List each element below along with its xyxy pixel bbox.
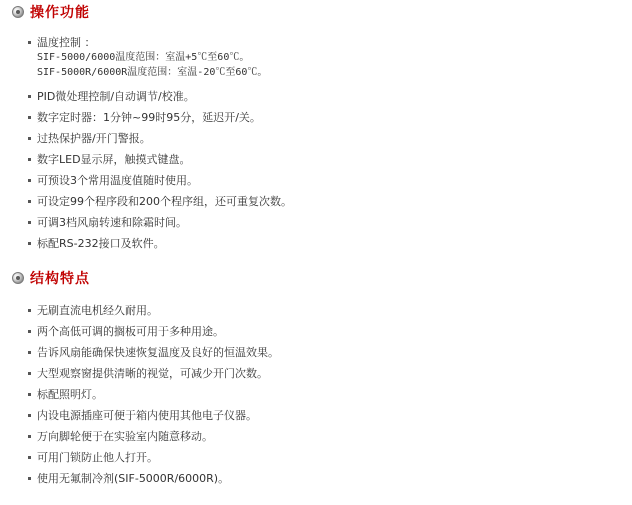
- list-item-text: 大型观察窗提供清晰的视觉，可减少开门次数。: [37, 367, 268, 380]
- section-title: 结构特点: [30, 271, 90, 287]
- temperature-range-line: SIF-5000/6000温度范围：室温+5℃至60℃。: [37, 52, 250, 63]
- list-item-text: 可调3档风扇转速和除霜时间。: [37, 216, 187, 229]
- list-item-text: 数字定时器：1分钟~99时95分，延迟开/关。: [37, 111, 261, 124]
- list-item-text: 数字LED显示屏，触摸式键盘。: [37, 153, 191, 166]
- list-item: [27, 300, 279, 321]
- round-bullet-icon: [12, 272, 24, 284]
- square-bullet-icon: [28, 393, 31, 396]
- list-item: [27, 321, 279, 342]
- list-item-text: 万向脚轮便于在实验室内随意移动。: [37, 430, 213, 443]
- square-bullet-icon: [28, 179, 31, 182]
- feature-list: [27, 300, 279, 489]
- list-item: [27, 342, 279, 363]
- section-heading: [12, 268, 90, 288]
- temperature-range-line: SIF-5000R/6000R温度范围：室温-20℃至60℃。: [37, 67, 268, 78]
- square-bullet-icon: [28, 351, 31, 354]
- list-item: [27, 128, 292, 149]
- square-bullet-icon: [28, 435, 31, 438]
- list-item: [27, 384, 279, 405]
- square-bullet-icon: [28, 242, 31, 245]
- list-item-text: 使用无氟制冷剂(SIF-5000R/6000R)。: [37, 472, 230, 485]
- list-item: [27, 363, 279, 384]
- list-item-text: 过热保护器/开门警报。: [37, 132, 151, 145]
- list-item-text: 两个高低可调的搁板可用于多种用途。: [37, 325, 224, 338]
- list-item: [27, 405, 279, 426]
- list-item: [27, 447, 279, 468]
- list-item: [27, 86, 292, 107]
- section-heading: [12, 2, 90, 22]
- list-item-text: 标配RS-232接口及软件。: [37, 237, 165, 250]
- list-item-text: 可预设3个常用温度值随时使用。: [37, 174, 198, 187]
- round-bullet-icon: [12, 6, 24, 18]
- list-item-text: 告诉风扇能确保快速恢复温度及良好的恒温效果。: [37, 346, 279, 359]
- square-bullet-icon: [28, 330, 31, 333]
- list-item-text: 标配照明灯。: [37, 388, 103, 401]
- square-bullet-icon: [28, 116, 31, 119]
- list-item: [27, 212, 292, 233]
- feature-list: [27, 35, 292, 254]
- list-item: [27, 107, 292, 128]
- list-item: [27, 426, 279, 447]
- square-bullet-icon: [28, 309, 31, 312]
- square-bullet-icon: [28, 41, 31, 44]
- square-bullet-icon: [28, 456, 31, 459]
- list-item: [27, 35, 292, 80]
- list-item: [27, 170, 292, 191]
- square-bullet-icon: [28, 137, 31, 140]
- list-item-text: 可用门锁防止他人打开。: [37, 451, 158, 464]
- list-item-text: 可设定99个程序段和200个程序组，还可重复次数。: [37, 195, 292, 208]
- list-item-text: PID微处理控制/自动调节/校准。: [37, 90, 195, 103]
- section-title: 操作功能: [30, 5, 90, 21]
- list-item: [27, 468, 279, 489]
- square-bullet-icon: [28, 95, 31, 98]
- list-item: [27, 233, 292, 254]
- square-bullet-icon: [28, 414, 31, 417]
- list-item: [27, 191, 292, 212]
- square-bullet-icon: [28, 221, 31, 224]
- square-bullet-icon: [28, 477, 31, 480]
- list-item: [27, 149, 292, 170]
- square-bullet-icon: [28, 158, 31, 161]
- square-bullet-icon: [28, 372, 31, 375]
- list-item-text: 温度控制 ：: [37, 36, 96, 49]
- list-item-text: 内设电源插座可便于箱内使用其他电子仪器。: [37, 409, 257, 422]
- square-bullet-icon: [28, 200, 31, 203]
- list-item-text: 无刷直流电机经久耐用。: [37, 304, 158, 317]
